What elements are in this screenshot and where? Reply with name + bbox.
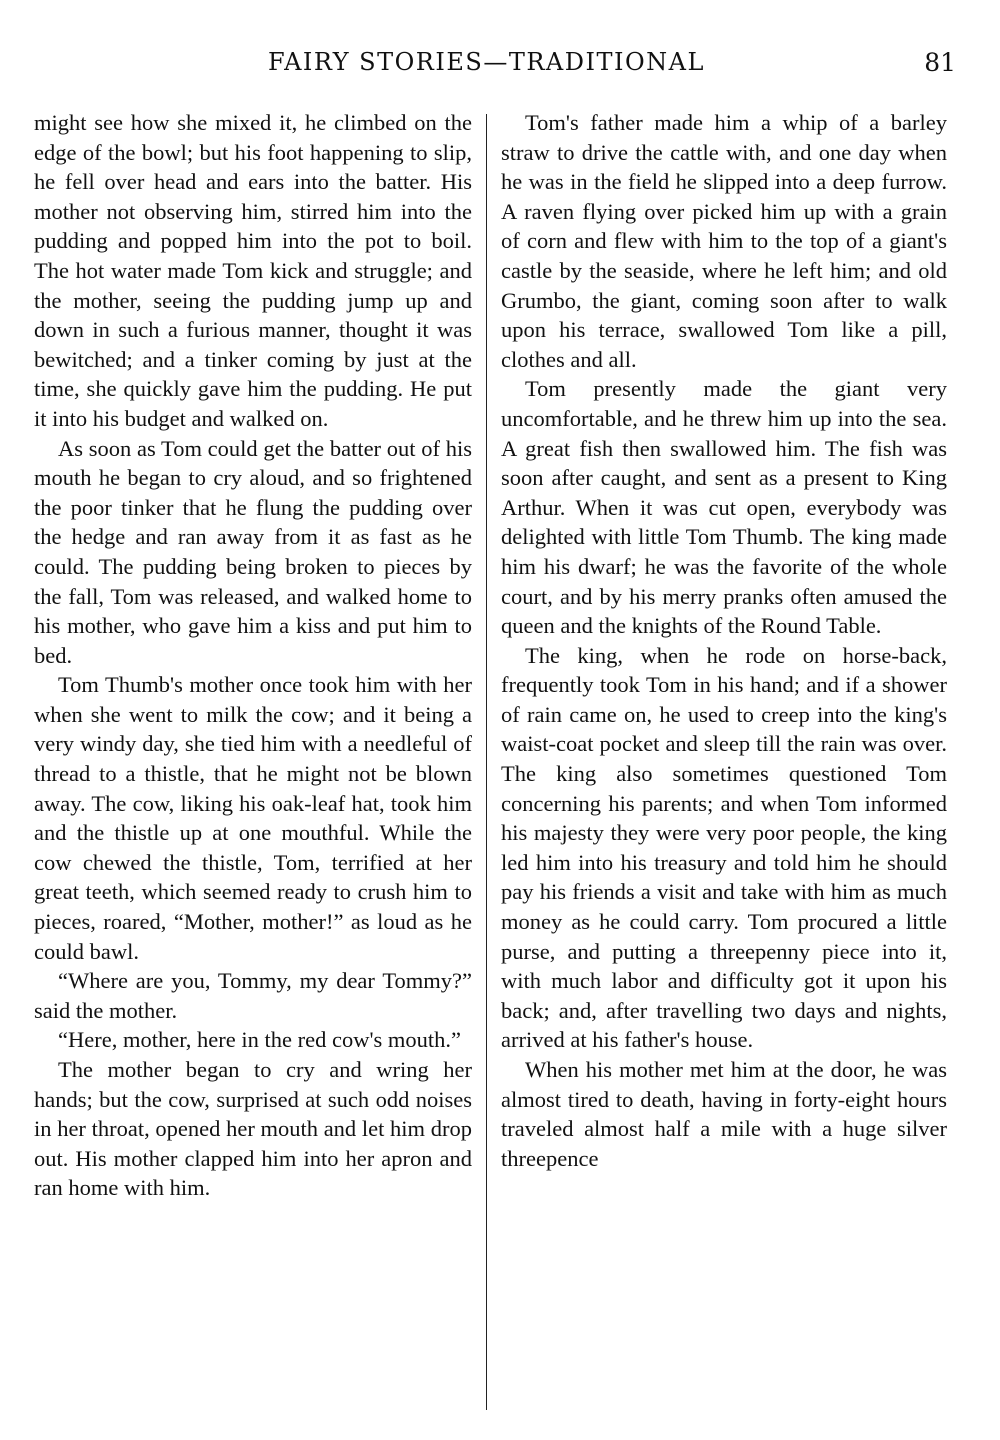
paragraph: “Here, mother, here in the red cow's mouth.”	[58, 1027, 462, 1053]
paragraph: Tom's father made him a whip of a barley straw to drive the cattle with, and one day when he was in the field he slipped into a deep furrow. A raven flying over picked him up with a grain of corn and flew with him to the top of a giant's castle by the seaside, where he left him; and old Grumbo, the giant, coming soon after to walk upon his terrace, swallowed Tom like a pill, clothes and all.	[501, 110, 947, 372]
paragraph: When his mother met him at the door, he was almost tired to death, having in forty-eight hours traveled almost half a mile with a huge silver threepence	[501, 1057, 947, 1171]
paragraph: might see how she mixed it, he climbed on the edge of the bowl; but his foot happening to slip, he fell over head and ears into the batter. His mother not observing him, stirred him into the pudding and popped him into the pot to boil. The hot water made Tom kick and struggle; and the mother, seeing the pudding jump up and down in such a furious manner, thought it was bewitched; and a tinker coming by just at the time, she quickly gave him the pudding. He put it into his budget and walked on.	[34, 110, 472, 431]
left-column	[34, 108, 472, 1203]
right-column	[501, 108, 947, 1173]
paragraph: Tom presently made the giant very uncomfortable, and he threw him up into the sea. A great fish then swallowed him. The fish was soon after caught, and sent as a present to King Arthur. When it was cut open, everybody was delighted with little Tom Thumb. The king made him his dwarf; he was the favorite of the whole court, and by his merry pranks often amused the queen and the knights of the Round Table.	[501, 376, 947, 639]
paragraph: The mother began to cry and wring her hands; but the cow, surprised at such odd noises in her throat, opened her mouth and let him drop out. His mother clapped him into her apron and ran home with him.	[34, 1057, 472, 1201]
paragraph: “Where are you, Tommy, my dear Tommy?” said the mother.	[34, 968, 472, 1023]
paragraph: The king, when he rode on horse-back, frequently took Tom in his hand; and if a shower of rain came on, he used to creep into the king's waist-coat pocket and sleep till the rain was over. The king also sometimes questioned Tom concerning his parents; and when Tom informed his majesty they were very poor people, the king led him into his treasury and told him he should pay his friends a visit and take with him as much money as he could carry. Tom procured a little purse, and putting a threepenny piece into it, with much labor and difficulty got it upon his back; and, after travelling two days and nights, arrived at his father's house.	[501, 642, 947, 1053]
column-divider	[486, 114, 487, 1410]
paragraph: Tom Thumb's mother once took him with her when she went to milk the cow; and it being a very windy day, she tied him with a needleful of thread to a thistle, that he might not be blown away. The cow, liking his oak-leaf hat, took him and the thistle up at one mouthful. While the cow chewed the thistle, Tom, terrified at her great teeth, which seemed ready to crush him to pieces, roared, “Mother, mother!” as loud as he could bawl.	[34, 672, 472, 964]
running-head: FAIRY STORIES—TRADITIONAL	[268, 48, 705, 76]
page-number: 81	[924, 48, 956, 77]
paragraph: As soon as Tom could get the batter out of his mouth he began to cry aloud, and so frightened the poor tinker that he flung the pudding over the hedge and ran away from it as fast as he could. The pudding being broken to pieces by the fall, Tom was released, and walked home to his mother, who gave him a kiss and put him to bed.	[34, 435, 472, 668]
